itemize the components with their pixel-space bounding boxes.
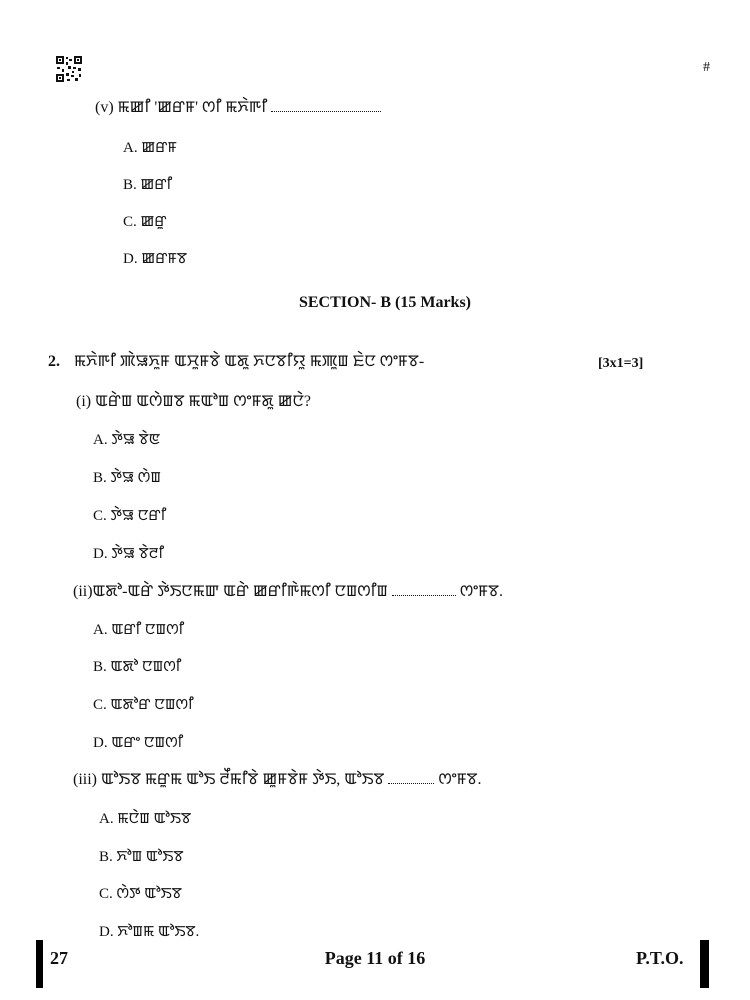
question-v-stem: (v) ꯃꯀꯤ 'ꯀꯔꯝ' ꯁꯤ ꯃꯈꯥꯒꯤ [95, 99, 268, 116]
paper-code: 27 [50, 948, 68, 968]
footer-right-bar [700, 940, 709, 988]
marks-allocation: [3x1=3] [598, 356, 644, 371]
option-i-b: B. ꯇꯥꯎ ꯁꯥꯡ [93, 470, 161, 486]
option-iii-b: B. ꯈꯣꯡ ꯑꯣꯏꯕ [99, 849, 184, 865]
option-i-a: A. ꯇꯥꯎ ꯕꯥꯟ [93, 432, 161, 448]
section-b-heading: SECTION- B (15 Marks) [298, 294, 471, 311]
answer-blank [388, 771, 434, 784]
option-i-c: C. ꯇꯥꯎ ꯅꯔꯤ [93, 508, 167, 524]
option-v-a: A. ꯀꯔꯝ [123, 140, 177, 156]
pto-label: P.T.O. [636, 948, 684, 968]
qr-code-icon [56, 56, 82, 82]
option-ii-d: D. ꯑꯔꯦ ꯅꯡꯁꯤ [93, 735, 184, 751]
question-v [95, 96, 385, 118]
question-2 [48, 350, 424, 372]
option-iii-a: A. ꯃꯅꯥꯡ ꯑꯣꯏꯕ [99, 811, 192, 827]
option-v-c: C. ꯀꯔꯨ [123, 214, 167, 230]
option-iii-c: C. ꯁꯥꯇ ꯑꯣꯏꯕ [99, 886, 182, 902]
question-2-iii: (iii) ꯑꯣꯏꯕ ꯃꯔꯨꯃ ꯑꯣꯏ ꯂꯩꯃꯤꯕꯥ ꯀꯨꯝꯕꯥꯝ ꯇꯥꯏ, ꯑꯣꯏꯕ ꯁꯦꯝꯕ. [73, 771, 482, 788]
question-number: 2. [48, 353, 60, 370]
question-2-i: (i) ꯑꯔꯥꯡ ꯑꯁꯥꯡꯕ ꯃꯑꯣꯡ ꯁꯦꯝꯗꯨ ꯀꯅꯥ? [76, 393, 311, 410]
option-ii-a: A. ꯑꯔꯤ ꯅꯡꯁꯤ [93, 622, 185, 638]
answer-blank [271, 99, 381, 112]
option-ii-b: B. ꯑꯗꯣ ꯅꯡꯁꯤ [93, 659, 182, 675]
page-hash-mark: # [703, 60, 710, 75]
option-ii-c: C. ꯑꯗꯣꯔ ꯅꯡꯁꯤ [93, 697, 194, 713]
option-v-b: B. ꯀꯔꯤ [123, 177, 173, 193]
answer-blank [392, 583, 456, 596]
option-i-d: D. ꯇꯥꯎ ꯕꯥꯂꯤ [93, 546, 164, 562]
option-v-d: D. ꯀꯔꯝꯕ [123, 251, 188, 267]
option-iii-d: D. ꯈꯣꯡꯃ ꯑꯣꯏꯕ. [99, 924, 200, 940]
question-2-ii: (ii)ꯑꯗꯣ-ꯑꯔꯥ ꯇꯥꯏꯅꯃꯛ ꯑꯔꯥ ꯀꯔꯤꯒꯥꯃꯁꯤ ꯅꯡꯁꯤꯡ ꯁꯦꯝꯕ. [73, 583, 503, 600]
page-number: Page 11 of 16 [324, 948, 426, 968]
question-2-instruction: ꯃꯈꯥꯒꯤ ꯄꯥꯎꯈꯨꯝ ꯑꯆꯨꯝꯕꯥ ꯑꯗꯨ ꯈꯅꯕꯤꯌꯨ ꯃꯄꯨꯡ ꯐꯥꯅ ꯁꯦꯝꯕ- [74, 353, 425, 370]
